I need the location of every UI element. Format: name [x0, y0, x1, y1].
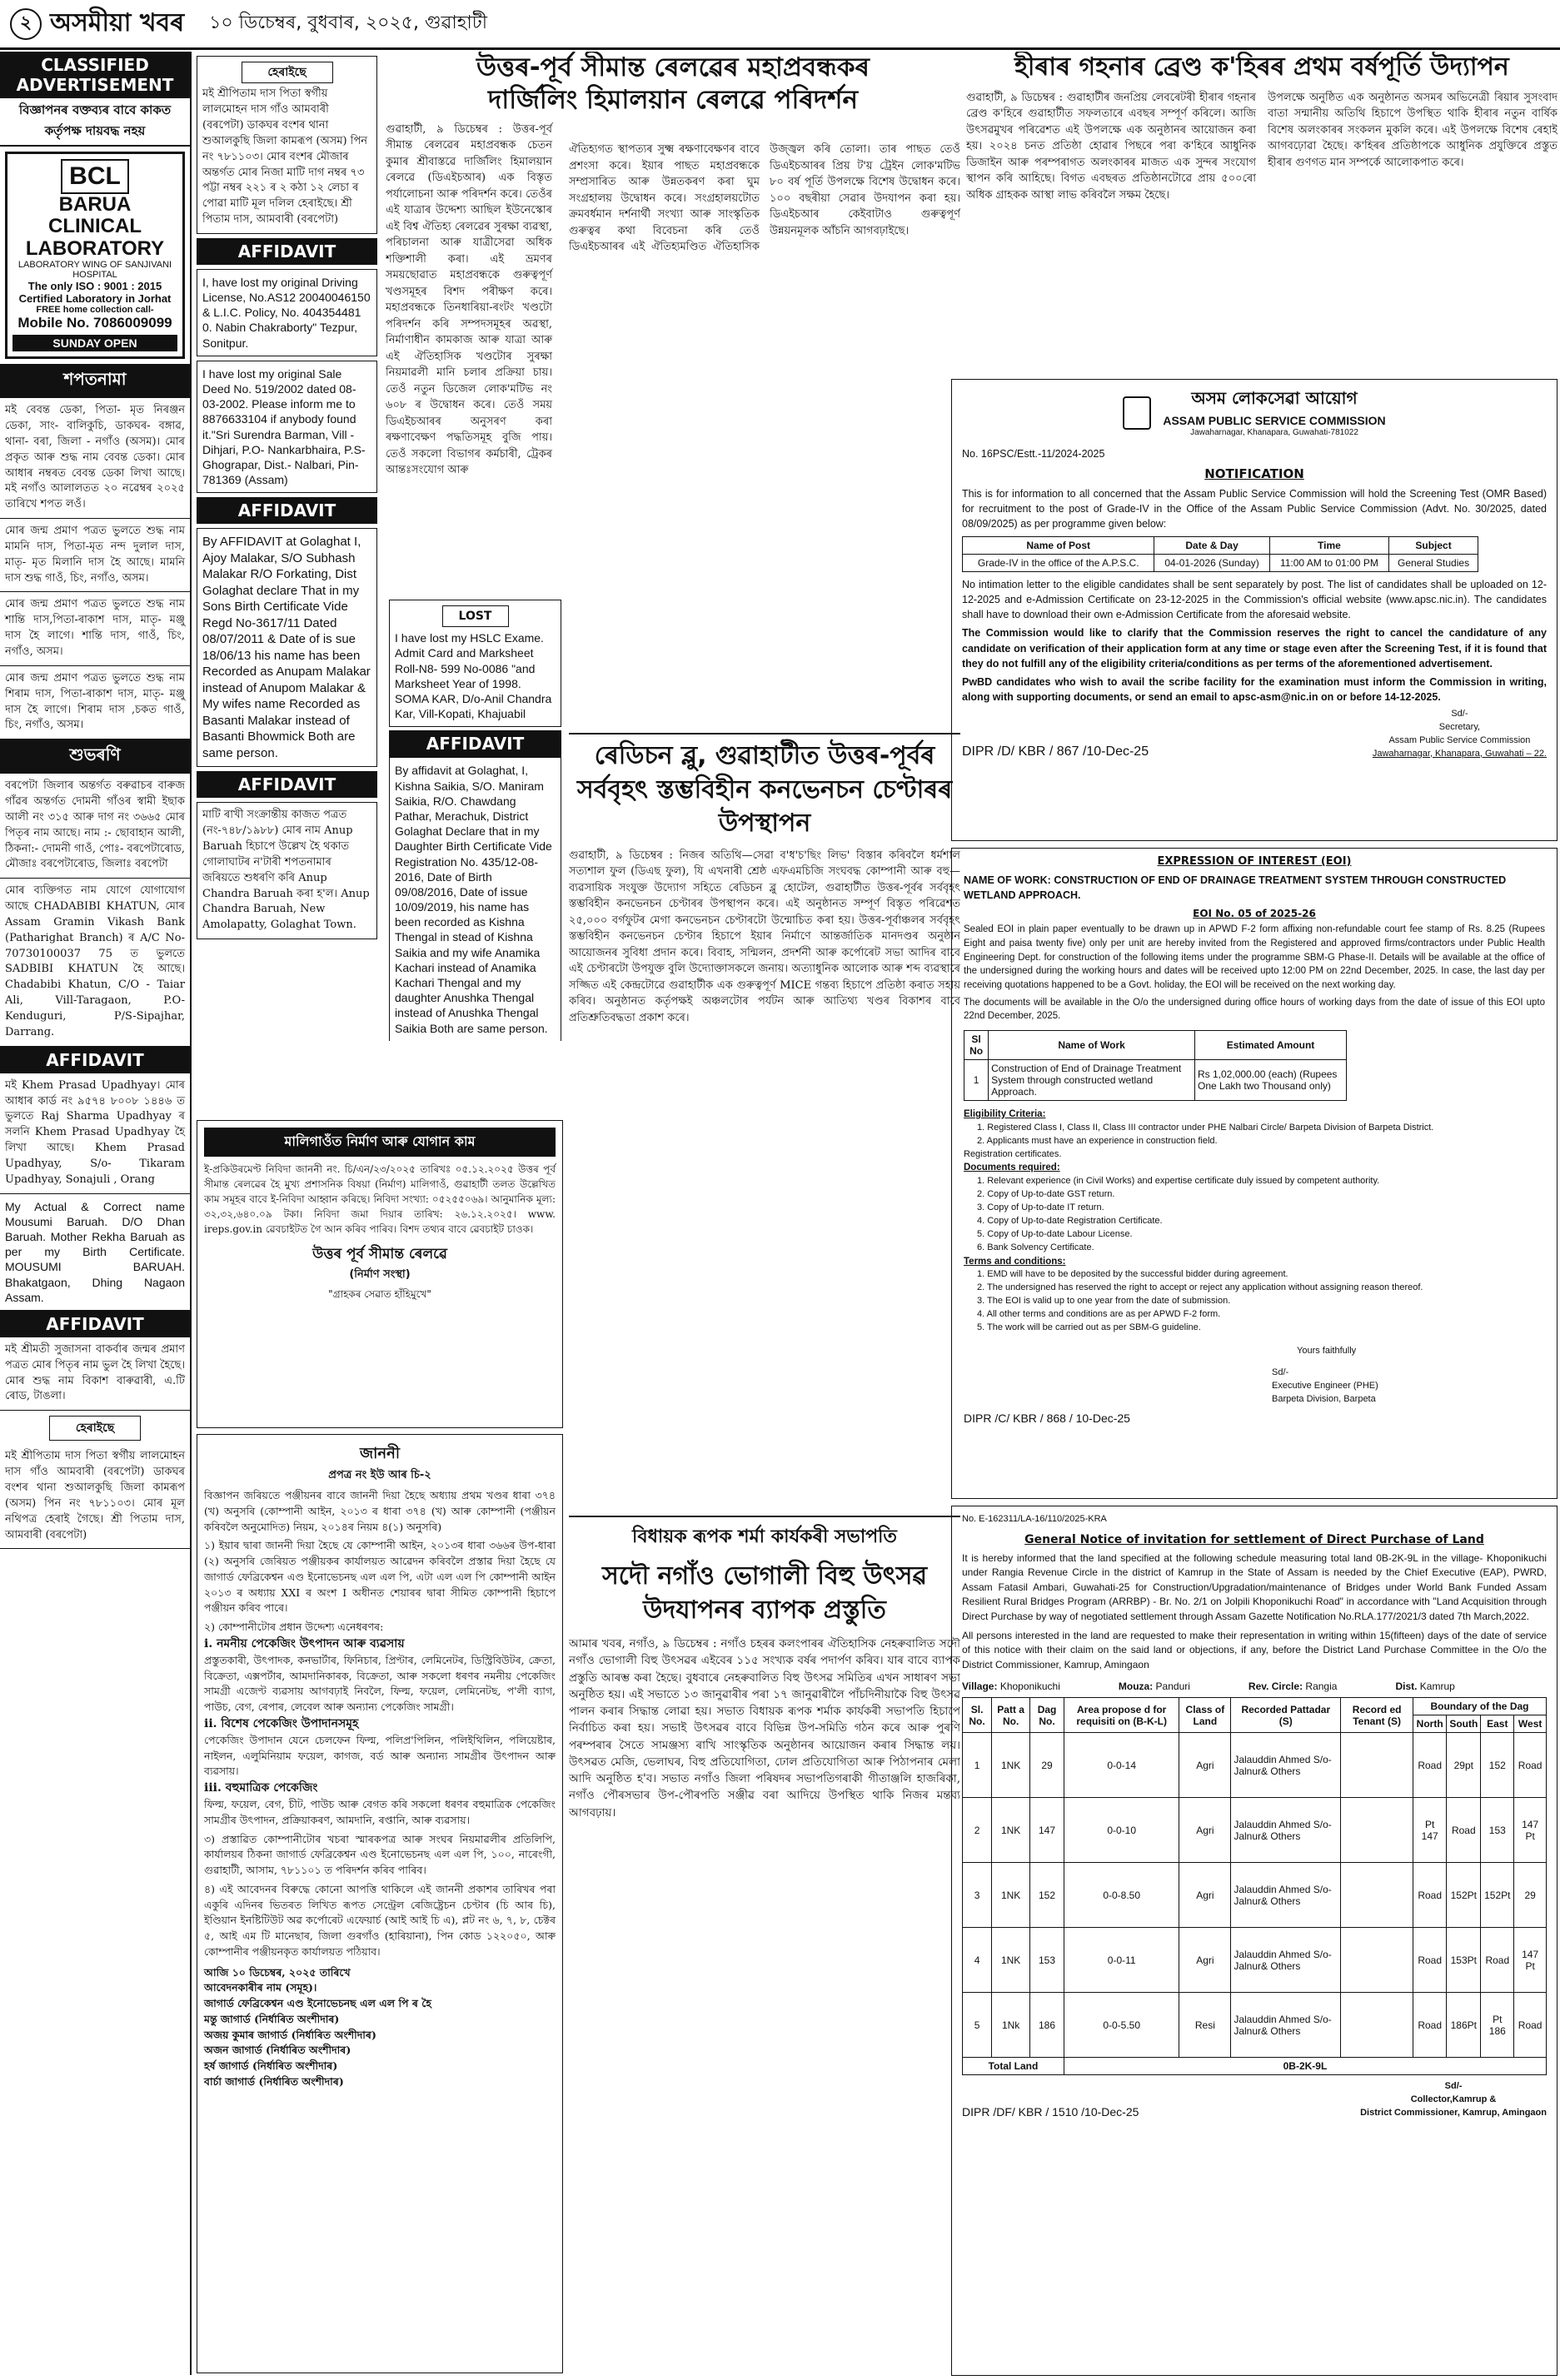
dateline: ১০ ডিচেম্বৰ, বুধবাৰ, ২০২৫, গুৱাহাটী	[209, 12, 487, 33]
sapath-title: শপতনামা	[0, 364, 190, 398]
table-cell: 29	[1030, 1733, 1064, 1798]
eoi-notice	[951, 848, 1558, 1499]
table-cell: 147 Pt	[1514, 1928, 1547, 1993]
eoi-doc: 4. Copy of Up-to-date Registration Certificate.	[977, 1215, 1163, 1226]
lost-text: I have lost my HSLC Exame. Admit Card and Marksheet Roll-N8- 599 No-0086 "and Marksheet Year of 1998. SOMA KAR, D/o-Anil Chandra Kar, Vill-Kopati, Khajuabil	[395, 631, 552, 721]
railway-org: উত্তৰ পূৰ্ব সীমান্ত ৰেলৱে	[312, 1246, 447, 1262]
apsc-p2: No intimation letter to the eligible candidates shall be sent separately by post. The list of candidates shall be uploaded on 12-12-2025 and e-Admission Certificate on 23-12-2025 in the Commission's official website (www.apsc.nic.in). The candidates shall have to download their own e-Admission Certificate from the aforesaid website.	[962, 579, 1547, 621]
janani-p1: ১) ইয়াৰ দ্বাৰা জাননী দিয়া হৈছে যে কোম্পানী আইন, ২০১৩ৰ ধাৰা ৩৬৬ৰ উপ-ধাৰা (২) অনুসৰি জেৰিয়ত পঞ্জীয়কৰ কাৰ্যালয়ত আৱেদন কৰিবলৈ প্ৰস্তাৱ দিয়া হৈছে যে জাগাৰ্ড ফেব্ৰিকেশ্বন এণ্ড ইনোভেচনছ এল এল পি, এটা এল এল পি কোম্পানী আইন ২০১৩ ৰ অধ্যায় XXI ৰ অংশ I অধীনত শেয়াৰৰ দ্বাৰা সীমিত কোম্পানী হিচাপে পঞ্জীয়ন কৰিব পাৰে।	[204, 1539, 556, 1615]
apsc-notice	[951, 379, 1558, 841]
table-row	[963, 1928, 1547, 1993]
table-cell: 0-0-11	[1064, 1928, 1179, 1993]
hoise-title: হেৰাইছে	[49, 1416, 141, 1441]
table-cell: 152	[1030, 1863, 1064, 1928]
table-cell: 152Pt	[1481, 1863, 1514, 1928]
table-cell: Agri	[1179, 1733, 1231, 1798]
apsc-org-as: অসম লোকসেৱা আয়োগ	[1191, 388, 1358, 408]
apsc-table	[962, 536, 1478, 572]
land-th: Recorded Pattadar (S)	[1231, 1698, 1341, 1733]
apsc-sig-line: Assam Public Service Commission	[1388, 734, 1531, 745]
janani-notice	[197, 1434, 563, 2373]
eoi-sig: Sd/-	[1272, 1367, 1289, 1378]
eoi-p1: Sealed EOI in plain paper eventually to be drawn up in APWD F-2 form affixing non-refundable court fee stamp of Rs. 8.25 (Rupees Eight and paisa twenty five) only per unit are hereby invited from the Registered and approved firms/contractors under Public Health Engineering Dept. for construction of the following items under the programme SBM-G Phase-II. Details will be available at the office of the undersigned during the working hours and dates will be received upto 12:00 PM on 22nd December, 2025. In case, the last day per receiving quotations happened to be a Govt. holiday, the EOI will be received on the next working day.	[964, 924, 1545, 990]
apsc-td: General Studies	[1389, 555, 1478, 572]
land-total: 0B-2K-9L	[1064, 2058, 1546, 2075]
eoi-term: 3. The EOI is valid up to one year from the date of submission.	[977, 1296, 1231, 1307]
eoi-table	[964, 1030, 1347, 1101]
table-cell: 152	[1481, 1733, 1514, 1798]
table-cell: Road	[1514, 1993, 1547, 2058]
eoi-docs-title: Documents required:	[964, 1163, 1060, 1173]
classified-title: CLASSIFIED ADVERTISEMENT	[0, 52, 190, 98]
table-cell: 152Pt	[1447, 1863, 1481, 1928]
classified-column-2	[195, 52, 382, 1259]
affidavit-ad: I, have lost my original Driving License, No.AS12 20040046150 & L.I.C. Policy, No. 404354481 0. Nabin Chakraborty" Tezpur, Sonitpur.	[197, 269, 377, 356]
eoi-term: 4. All other terms and conditions are as per APWD F-2 form.	[977, 1309, 1221, 1320]
table-cell	[1341, 1798, 1413, 1863]
land-village: Khoponikuchi	[999, 1680, 1060, 1693]
land-th: East	[1481, 1715, 1514, 1733]
table-cell: Jalauddin Ahmed S/o-Jalnur& Others	[1231, 1928, 1341, 1993]
land-mouza: Panduri	[1155, 1680, 1190, 1693]
table-cell: Road	[1481, 1928, 1514, 1993]
land-p1: It is hereby informed that the land specified at the following schedule measuring total land 0B-2K-9L in the village- Khoponikuchi under Rangia Revenue Circle in the district of Kamrup in the State of Assam is needed by the Chief Executive (EAP), PWRD, Assam Fatasil Ambari, Guwahati-25 for Construction/Upgradation/maintenance of Bridges under World Bank Funded Assam Resilient Rural Bridges Program (ARRBP) - Br. No. 2/1 on Jolpili Khoponikuchi Road" in accordance with "Land Acquisition through Direct Purchase by way of negotiated settlement through Assam Gazette Notification No.RLA.177/2021/3 dated 7th March,2022.	[962, 1551, 1547, 1622]
eoi-th: Sl No	[964, 1030, 989, 1059]
lost-title: LOST	[442, 605, 509, 627]
table-cell: 147 Pt	[1514, 1798, 1547, 1863]
land-th: Dag No.	[1030, 1698, 1064, 1733]
janani-i2t: পেকেজিং উপাদান যেনে চেলফেন ফিল্ম, পলিপ্ৰ'পিলিন, পলিইথিলিন, পলিয়েষ্টাৰ, নাইলন, এলুমিনিয়াম ফয়েল, কাগজ, বৰ্ড আৰু অন্যান্য সামগ্ৰীৰ উৎপাদন আৰু ব্যৱসায়।	[204, 1733, 556, 1778]
story1-body: ঐতিহ্যগত স্থাপত্যৰ সুক্ষ্ম ৰক্ষণাবেক্ষণৰ বাবে প্ৰশংসা কৰে। ইয়াৰ পাছত মহাপ্ৰবন্ধকে সম্প্ৰসাৰিত আৰু উন্নতকৰণ কৰা ঘুম সংগ্ৰহালয় উদ্বোধন কৰে। সংগ্ৰহালয়টোত ক্ৰমবৰ্ধমান দৰ্শনাৰ্থী সংখ্যা আৰু সাংস্কৃতিক গুৰুত্বৰ কথা বিবেচনা কৰি তেওঁ ডিএইচআৰৰ এই ঐতিহ্যমণ্ডিত ঐতিহাসিক উজ্জ্বল কৰি তোলা। তাৰ পাছত তেওঁ ডিএইচআৰৰ প্ৰিয় ট'য় ট্ৰেইন লোক'মটিভ ৮০ বৰ্ষ পূৰ্তি উপলক্ষে বিশেষ উদ্বোধন কৰে। ১০০ বছৰীয়া সেৱাৰ উদযাপন কৰা হয়। ডিএইচআৰ কেইবাটাও গুৰুত্বপূৰ্ণ উন্নয়নমূলক আঁচনি আগবঢ়াইছে।	[569, 143, 960, 253]
land-sig-line: District Commissioner, Kamrup, Amingaon	[1360, 2107, 1547, 2118]
page-header	[0, 0, 1560, 50]
affidavit-ad: By AFFIDAVIT at Golaghat I, Ajoy Malakar, S/O Subhash Malakar R/O Forkating, Dist Golaghat declare That in my Sons Birth Certificate Vide Regd No-3617/11 Dated 08/07/2011 & Date of is sue 18/06/13 his name has been Recorded as Anupam Malakar instead of Anupom Malakar & My wifes name Recorded as Basanti Malakar instead of Basanti Bhowmick Both are same person.	[197, 528, 377, 767]
table-cell: 2	[963, 1798, 992, 1863]
janani-p3: ৩) প্ৰস্তাৱিত কোম্পানীটোৰ খচৰা স্মাৰকপত্ৰ আৰু সংঘৰ নিয়মাৱলীৰ প্ৰতিলিপি, কাৰ্যালয়ৰ ঠিকনা জাগাৰ্ড ফেব্ৰিকেশ্বন এণ্ড ইনোভেচনছ এল এল পি, ১০০, নাৰেংগী, গুৱাহাটী, আসাম, ৭৮১১০১ ত পৰিদৰ্শন কৰিব পাৰিব।	[204, 1832, 556, 1876]
table-cell: 1NK	[992, 1733, 1030, 1798]
classified-item: মই শ্ৰীমতী সুজাসনা বাকৰ্বাৰ জন্মৰ প্ৰমাণ পত্ৰত মোৰ পিতৃৰ নাম ভুল হৈ লিখা হৈছে। মোৰ শুদ্ধ নাম বিকাশ বাৰুৱাৰী, এ.টি ৰোড, টাঙলা।	[0, 1337, 190, 1411]
affidavit-title: AFFIDAVIT	[0, 1047, 190, 1073]
land-ref: No. E-162311/LA-16/110/2025-KRA	[962, 1514, 1107, 1524]
janani-p2h: ২) কোম্পানীটোৰ প্ৰধান উদ্দেশ্য এনেধৰণৰ:	[204, 1621, 384, 1633]
land-table-body	[963, 1733, 1547, 2058]
apsc-sig	[1373, 708, 1547, 761]
land-sig-line: Collector,Kamrup &	[1410, 2094, 1497, 2104]
story1-headline: দাৰ্জিলিং হিমালয়ান ৰেলৱে পৰিদৰ্শন	[487, 84, 858, 115]
story-radisson	[569, 733, 960, 1516]
bcl-sunday: SUNDAY OPEN	[12, 335, 177, 351]
eoi-yours: Yours faithfully	[1297, 1346, 1357, 1357]
eoi-reg: Registration certificates.	[964, 1148, 1062, 1159]
table-row	[963, 1863, 1547, 1928]
story4-body: উপলক্ষে অনুষ্ঠিত এক অনুষ্ঠানত অসমৰ অভিনেত্ৰী ৰিয়াৰ সুসংবাদ বাতা সন্মানীয় অতিথি হিচাপে উপস্থিত থাকি হীৰাৰ নতুন বাৰ্ষিক বিশেষ অলংকাৰৰ সংকলন মুকলি কৰে। এই উপলক্ষে বিশেষ ৰেহাই আগবঢ়োৱা হৈছে। ক'হিৰৰ প্ৰতিষ্ঠাপকে আধুনিক প্ৰযুক্তিৰে প্ৰস্তুত হীৰাৰ গুণগত মান সম্পৰ্কে আলোকপাত কৰে।	[1268, 91, 1558, 169]
affidavit-ad: By affidavit at Golaghat, I, Kishna Saikia, S/O. Maniram Saikia, R/O. Chawdang Pathar, Merachuk, District Golaghat Declare that in my Daughter Birth Certificate Vide Registration No. 435/12-08-2016, Date of Birth 09/08/2016, Date of issue 10/09/2019, his name has been recorded as Kishna Thengal in stead of Kishna Saikia and my wife Anamika Kachari instead of Anamika Kachari Thengal and my daughter Anushka Thengal instead of Anushka Thengal Saikia Both are same person.	[389, 757, 561, 1041]
story4-headline: হীৰাৰ গহনাৰ ব্ৰেণ্ড ক'হিৰৰ প্ৰথম বৰ্ষপূৰ্তি উদ্যাপন	[1014, 52, 1509, 82]
land-table	[962, 1697, 1547, 2075]
janani-intro: বিজ্ঞাপন জৰিয়তে পঞ্জীয়নৰ বাবে জাননী দিয়া হৈছে অধ্যায় প্ৰথম খণ্ডৰ ধাৰা ৩৭৪ (খ) অনুসৰি (কোম্পানী আইন, ২০১৩ ৰ ধাৰা ৩৭৪ (খ) আৰু কোম্পানী (পঞ্জীয়ন কৰিবলৈ অনুমোদিত) নিয়ম, ২০১৪ৰ নিয়ম ৪(১) অনুসৰি)	[204, 1489, 556, 1533]
table-cell: 0-0-5.50	[1064, 1993, 1179, 2058]
janani-sig: অজয় কুমাৰ জাগাৰ্ড (নিৰ্ধাৰিত অংশীদাৰ)	[204, 2028, 376, 2041]
eoi-th: Estimated Amount	[1195, 1030, 1347, 1059]
eoi-td: 1	[964, 1059, 989, 1100]
affidavit-title: AFFIDAVIT	[197, 771, 377, 798]
eoi-elig: 2. Applicants must have an experience in construction field.	[977, 1135, 1218, 1146]
table-cell: Road	[1413, 1993, 1447, 2058]
eoi-dipr: DIPR /C/ KBR / 868 / 10-Dec-25	[964, 1411, 1130, 1425]
table-cell: 1NK	[992, 1798, 1030, 1863]
eoi-th: Name of Work	[989, 1030, 1195, 1059]
bcl-logo: BCL	[61, 159, 129, 194]
story2-headline: ৰেডিচন ব্লু, গুৱাহাটীত উত্তৰ-পূৰ্বৰ সৰ্ববৃহৎ স্তম্ভবিহীন কনভেনচন চেণ্টাৰৰ উপস্থাপন	[576, 741, 953, 838]
table-cell	[1341, 1733, 1413, 1798]
land-th: Class of Land	[1179, 1698, 1231, 1733]
apsc-th: Time	[1269, 537, 1388, 555]
land-circle-label: Rev. Circle:	[1248, 1680, 1303, 1693]
apsc-th: Subject	[1389, 537, 1478, 555]
table-cell: 147	[1030, 1798, 1064, 1863]
eoi-doc: 5. Copy of Up-to-date Labour License.	[977, 1228, 1133, 1239]
land-title: General Notice of invitation for settlement of Direct Purchase of Land	[1024, 1532, 1484, 1546]
bcl-iso: The only ISO : 9001 : 2015 Certified Laboratory in Jorhat	[18, 280, 172, 306]
railway-org2: (নিৰ্মাণ সংস্থা)	[349, 1268, 411, 1281]
story4-body: গুৱাহাটী, ৯ ডিচেম্বৰ : গুৱাহাটীৰ জনপ্ৰিয় লেবৰেটৰী হীৰাৰ গহনাৰ ব্ৰেণ্ড ক'হিৰে গুৱাহাটীত সফলতাৰে এবছৰ সম্পূৰ্ণ কৰিলে। আজি উৎসৱমুখৰ পৰিৱেশত এই উপলক্ষে এক অনুষ্ঠানৰ আয়োজন কৰা হয়। ২০২৪ চনত প্ৰতিষ্ঠা হোৱাৰ পিছৰে পৰা ক'হিৰে আধুনিক ডিজাইন আৰু পৰম্পৰাগত অলংকাৰৰ মাজত এক সুন্দৰ সংযোগ স্থাপন কৰি আহিছে। বিগত এবছৰত প্ৰতিষ্ঠানটোৱে প্ৰায় ৫০০ৰো অধিক গ্ৰাহকক আস্থা লাভ কৰিবলৈ সক্ষম হৈছে।	[966, 91, 1256, 202]
eoi-term: 1. EMD will have to be deposited by the successful bidder during agreement.	[977, 1269, 1288, 1280]
land-mouza-label: Mouza:	[1118, 1680, 1154, 1693]
janani-i2: ii. বিশেষ পেকেজিং উপাদানসমূহ	[204, 1716, 359, 1730]
table-cell: Jalauddin Ahmed S/o-Jalnur& Others	[1231, 1798, 1341, 1863]
table-cell: Agri	[1179, 1798, 1231, 1863]
table-cell: Resi	[1179, 1993, 1231, 2058]
eoi-doc: 2. Copy of Up-to-date GST return.	[977, 1189, 1115, 1200]
land-dist-label: Dist.	[1395, 1680, 1418, 1693]
hoise-title: হেৰাইছে	[242, 62, 333, 83]
apsc-p3: The Commission would like to clarify that the Commission reserves the right to cancel the candidature of any candidate on verification of their application form at any time or stage even after the Screening Test, if it is found that they do not fulfill any of the eligibility criteria/conditions as per terms of the aforementioned advertisement.	[962, 627, 1547, 670]
table-cell: 153	[1481, 1798, 1514, 1863]
table-cell: 29pt	[1447, 1733, 1481, 1798]
apsc-p4: PwBD candidates who wish to avail the scribe facility for the examination must inform the Commission in writing, along with supporting documents, or send an email to apsc-asm@nic.in on or before 14-12-2025.	[962, 675, 1547, 703]
janani-sig: অজন জাগাৰ্ড (নিৰ্ধাৰিত অংশীদাৰ)	[204, 2044, 351, 2057]
story-railway-cont	[569, 142, 960, 758]
table-cell: 0-0-14	[1064, 1733, 1179, 1798]
eoi-doc: 6. Bank Solvency Certificate.	[977, 1242, 1094, 1252]
janani-i1t: প্ৰস্তুতকাৰী, উৎপাদক, কনভাৰ্টাৰ, ফিনিচাৰ, প্ৰিণ্টাৰ, লেমিনেটৰ, ডিস্ট্ৰিবিউটৰ, ক্ৰেতা, বিক্ৰেতা, এক্সপৰ্টাৰ, আমদানিকাৰক, বিক্ৰেতা, আৰু সকলো ধৰণৰ নমনীয় পেকেজিং সামগ্ৰী এজেণ্ট ব্যৱসায় আগবঢ়াই নিবলৈ, ফিল্ম, ফয়েল, লেমিনেটছ, প'লী ব্যাগ, পাউচ, বেগ, ৰেপাৰ, লেবেল আৰু অন্যান্য পেকেজিং সামগ্ৰী।	[204, 1653, 556, 1713]
apsc-p1: This is for information to all concerned that the Assam Public Service Commission will hold the Screening Test (OMR Based) for recruitment to the post of Grade-IV in the Office of the Assam Public Service Commission (Advt. No. 30/2025, dated 08/09/2025) as per programme given below:	[962, 487, 1547, 530]
table-cell	[1341, 1993, 1413, 2058]
land-village-label: Village:	[962, 1680, 998, 1693]
classified-item: মোৰ ব্যক্তিগত নাম যোগে যোগাযোগ আছে CHADABIBI KHATUN, মোৰ Assam Gramin Vikash Bank (Patharighat Branch) ৰ A/C No-70730100037 75 ত ভুলতে SADBIBI KHATUN হৈ আছে। Chadabibi Khatun, C/O - Taiar Ali, Vill-Taragaon, P.O- Kenduguri, P/S-Sipajhar, Darrang.	[0, 879, 190, 1046]
janani-sig: বাৰ্চা জাগাৰ্ড (নিৰ্ধাৰিত অংশীদাৰ)	[204, 2074, 344, 2088]
eoi-td: Rs 1,02,000.00 (each) (Rupees One Lakh two Thousand only)	[1195, 1059, 1347, 1100]
janani-applicants: আবেদনকাৰীৰ নাম (সমূহ)।	[204, 1981, 317, 1994]
story3-body: আমাৰ খবৰ, নগাঁও, ৯ ডিচেম্বৰ : নগাঁও চহৰৰ কলংপাৰৰ ঐতিহাসিক নেহৰুবালিত সদৌ নগাঁও ভোগালী বিহু উৎসৱৰ এইবেৰ ১১৫ সংখ্যক বৰ্ষৰ পদাৰ্পণ কৰিব। যাৰ বাবে ব্যাপক প্ৰস্তুতি আৰম্ভ কৰা হৈছে। বুধবাৰে নেহৰুবালিত বিহু উৎসৱ সমিতিৰ এখন সাধাৰণ সভা অনুষ্ঠিত হয়। এই সভাতে ১৩ জানুৱাৰীৰ পৰা ১৭ জানুৱাৰীলৈ পাঁচদিনীয়াকৈ বিহু উৎসৱ পালন কৰাৰ সিদ্ধান্ত লোৱা হয়। সভাত বিধায়ক ৰূপক শৰ্মাক কাৰ্যকৰী সভাপতি হিচাপে নিৰ্বাচিত কৰা হয়। সভাই উৎসৱৰ বাবে বিভিন্ন উপ-সমিতি গঠন কৰে আৰু পুৰণি পৰম্পৰাৰ সৈতে সামঞ্জস্য ৰাখি সাংস্কৃতিক অনুষ্ঠানৰ আয়োজন কৰাৰ সিদ্ধান্ত লয়। উৎসৱত মেজি, ভেলাঘৰ, বিহু প্ৰতিযোগিতা, ঢোল প্ৰতিযোগিতা আৰু পিঠাপনাৰ মেলা আদি অনুষ্ঠিত হ'ব। সভাত নগাঁও জিলা পৰিষদৰ সভাপতিগৰাকী গীতাঞ্জলি হাজৰিকা, নগাঁও পৌৰসভাৰ উপ-পৌৰপতি সঞ্জীৱ বৰা আদিয়ে উপস্থিত থাকি নিজৰ মন্তব্য আগবঢ়ায়।	[569, 1637, 960, 1820]
eoi-term: 5. The work will be carried out as per SBM-G guideline.	[977, 1322, 1201, 1333]
apsc-th: Date & Day	[1154, 537, 1269, 555]
railway-title: মালিগাওঁত নিৰ্মাণ আৰু যোগান কাম	[204, 1128, 556, 1157]
story-kohir	[966, 52, 1558, 381]
affidavit-title: AFFIDAVIT	[389, 730, 561, 757]
table-cell: 29	[1514, 1863, 1547, 1928]
apsc-sig-line: Sd/-	[1451, 709, 1468, 719]
land-th: North	[1413, 1715, 1447, 1733]
railway-motto: "গ্ৰাহকৰ সেৱাত হাঁহিমুখে"	[328, 1288, 431, 1300]
classified-item: মই শ্ৰীপিতাম দাস পিতা স্বৰ্গীয় লালমোহন দাস গাঁও আমবাৰী (বৰপেটা) ডাকঘৰ বংশৰ থানা শুআলকুছি জিলা কামৰূপ (অসম) পিন নং ৭৮১১০৩। মোৰ মূল নথিপত্ৰ হেৰাই গৈছে। শ্ৰী পিতাম দাস, আমবাৰী (বৰপেটা)	[0, 1444, 190, 1549]
classified-item: মোৰ জন্ম প্ৰমাণ পত্ৰত ভুলতে শুদ্ধ নাম শান্তি দাস,পিতা-ৰাকাশ দাস, মাতৃ- মঞ্জু দাস হৈ লাগে। শান্তি দাস, গাওঁ, চিং, নগাঁও, অসম।	[0, 592, 190, 665]
land-circle: Rangia	[1305, 1680, 1338, 1693]
affidavit-ad: I have lost my original Sale Deed No. 519/2002 dated 08-03-2002. Please inform me to 8876633104 if anybody found it."Sri Surendra Barman, Vill - Dihjari, P.O- Nankarbhaira, P.S-Ghograpar, Dist.- Nalbari, Pin-781369 (Assam)	[197, 361, 377, 494]
table-cell: 153Pt	[1447, 1928, 1481, 1993]
masthead: অসমীয়া খবৰ	[50, 8, 185, 37]
apsc-td: 11:00 AM to 01:00 PM	[1269, 555, 1388, 572]
classified-item: মই Khem Prasad Upadhyay। মোৰ আধাৰ কাৰ্ড নং ৯৫৭৪ ৮০০৮ ১৪৪৬ ত ভুলতে Raj Sharma Upadhyay ৰ সলনি Khem Prasad Upadhyay হৈ লিখা আছে। Khem Prasad Upadhyay, S/o- Tikaram Upadhyay, Sonajuli , Orang	[0, 1073, 190, 1194]
table-cell: 186	[1030, 1993, 1064, 2058]
janani-date: আজি ১০ ডিচেম্বৰ, ২০২৫ তাৰিখে	[204, 1965, 351, 1979]
apsc-sig-line: Jawaharnagar, Khanapara, Guwahati – 22.	[1372, 748, 1547, 759]
story3-kicker: বিধায়ক ৰূপক শৰ্মা কাৰ্যকৰী সভাপতি	[632, 1526, 897, 1547]
classified-item: মোৰ জন্ম প্ৰমাণ পত্ৰত ভুলতে শুদ্ধ নাম শিৰাম দাস, পিতা-ৰাকাশ দাস, মাতৃ- মঞ্জু দাস হৈ লাগে। শিৰাম দাস ,চকত গাওঁ, চিং, নগাঁও, অসম।	[0, 666, 190, 739]
table-cell: 1NK	[992, 1863, 1030, 1928]
table-cell: 4	[963, 1928, 992, 1993]
janani-i1: i. নমনীয় পেকেজিং উৎপাদন আৰু ব্যৱসায়	[204, 1636, 405, 1651]
apsc-td: 04-01-2026 (Sunday)	[1154, 555, 1269, 572]
table-cell: Road	[1447, 1798, 1481, 1863]
table-cell: 5	[963, 1993, 992, 2058]
janani-sig: হৰ্ষ জাগাৰ্ড (নিৰ্ধাৰিত অংশীদাৰ)	[204, 2059, 338, 2072]
table-cell: 153	[1030, 1928, 1064, 1993]
apsc-org-en: ASSAM PUBLIC SERVICE COMMISSION	[1163, 414, 1386, 427]
table-cell: Road	[1413, 1733, 1447, 1798]
table-cell: 3	[963, 1863, 992, 1928]
table-cell: Pt 147	[1413, 1798, 1447, 1863]
table-cell: Agri	[1179, 1863, 1231, 1928]
eoi-term: 2. The undersigned has reserved the right to accept or reject any application without assigning reason thereof.	[977, 1282, 1423, 1293]
janani-sig: মন্তু জাগাৰ্ড (নিৰ্ধাৰিত অংশীদাৰ)	[204, 2012, 340, 2025]
land-sig	[1360, 2080, 1547, 2120]
land-th: Record ed Tenant (S)	[1341, 1698, 1413, 1733]
eoi-terms-title: Terms and conditions:	[964, 1256, 1066, 1267]
affidavit-title: AFFIDAVIT	[197, 238, 377, 265]
janani-title: জাননী	[360, 1445, 400, 1462]
table-cell: Jalauddin Ahmed S/o-Jalnur& Others	[1231, 1863, 1341, 1928]
land-th: Patt a No.	[992, 1698, 1030, 1733]
land-dipr: DIPR /DF/ KBR / 1510 /10-Dec-25	[962, 2104, 1139, 2119]
land-location	[962, 1680, 1547, 1692]
railway-text: ই-প্ৰকিউৰমেণ্ট নিবিদা জাননী নং. চি/এন/২৩/২০২৫ তাৰিখঃ ০৫.১২.২০২৫ উত্তৰ পূৰ্ব সীমান্ত ৰেলৱেৰ হৈ মুখ্য প্ৰশাসনিক বিষয়া (নিৰ্মাণ) মালিগাওঁ, গুৱাহাটী তলত উল্লেখিত কাম সমূহৰ বাবে ই-নিবিদা আহ্বান কৰিছে। নিবিদা সংখ্যা: ০৫২৫৫০৬৯। আনুমানিক মূল্য: ৩২,৩২,৬৪০.০৯ টকা। নিবিদা জমা দিয়াৰ তাৰিখ: ২৬.১২.২০২৫। www. ireps.gov.in ৱেবচাইটত গৈ আন কৰিব পাৰিব। বিশদ তথ্যৰ বাবে ৱেবচাইট চাওক।	[204, 1163, 556, 1235]
affidavit-title: AFFIDAVIT	[0, 1311, 190, 1337]
janani-sig: জাগাৰ্ড ফেব্ৰিকেশ্বন এণ্ড ইনোভেচনছ এল এল পি ৰ হৈ	[204, 1997, 431, 2009]
table-row	[963, 1733, 1547, 1798]
bcl-mobile: Mobile No. 7086009099	[17, 315, 172, 331]
eoi-sig: Executive Engineer (PHE)	[1272, 1380, 1378, 1391]
janani-p4: ৪) এই আবেদনৰ বিৰুদ্ধে কোনো আপত্তি থাকিলে এই জাননী প্ৰকাশৰ তাৰিখৰ পৰা একুৰি এদিনৰ ভিতৰত লিখিত ৰূপত সেন্ট্ৰেল ৰেজিষ্ট্ৰেচন চেণ্টাৰ (চি আৰ চি), ইণ্ডিয়ান ইনষ্টিটিউট অৱ কৰ্পোৰেট এফেয়াৰ্চ (আই আই চি এ), প্লট নং ৬, ৭, ৮, চেক্টৰ ৫, আই এম টি মানেছাৰ, জিলা গুৰগাঁও (হাৰিয়ানা), পিন কোড ১২২০৫০, আৰু কোম্পানীৰ পঞ্জীয়নকৃত কাৰ্যালয়ত পঠিয়াব।	[204, 1882, 556, 1958]
table-cell: Agri	[1179, 1928, 1231, 1993]
classified-column	[0, 52, 192, 2375]
table-cell: 1	[963, 1733, 992, 1798]
page-number: ২	[10, 8, 42, 40]
affidavit-title: AFFIDAVIT	[197, 497, 377, 524]
land-th: West	[1514, 1715, 1547, 1733]
story1-headline: উত্তৰ-পূৰ্ব সীমান্ত ৰেলৱেৰ মহাপ্ৰবন্ধকৰ	[476, 52, 870, 82]
table-cell: Road	[1413, 1863, 1447, 1928]
story3-headline: সদৌ নগাঁও ভোগালী বিহু উৎসৱ উদযাপনৰ ব্যাপক প্ৰস্তুতি	[601, 1561, 928, 1625]
classified-column-3	[386, 600, 565, 1041]
eoi-td: Construction of End of Drainage Treatment System through constructed wetland Approach.	[989, 1059, 1195, 1100]
table-row	[963, 1798, 1547, 1863]
bcl-wing: LABORATORY WING OF SANJIVANI HOSPITAL	[17, 260, 172, 281]
bcl-ad	[5, 152, 185, 359]
story-bihu	[569, 1516, 960, 2373]
land-th: Boundary of the Dag	[1413, 1698, 1547, 1715]
table-cell: 1NK	[992, 1928, 1030, 1993]
eoi-p2: The documents will be available in the O/o the undersigned during office hours of working days from the date of issue of this EOI upto 22nd December, 2025.	[964, 997, 1545, 1022]
table-cell: 0-0-10	[1064, 1798, 1179, 1863]
table-cell: Jalauddin Ahmed S/o-Jalnur& Others	[1231, 1733, 1341, 1798]
janani-i3: iii. বহুমাত্ৰিক পেকেজিং	[204, 1781, 318, 1795]
land-notice	[951, 1506, 1558, 2376]
eoi-doc: 1. Relevant experience (in Civil Works) and expertise certificate duly issued by competent authority.	[977, 1176, 1380, 1187]
railway-notice	[197, 1120, 563, 1428]
classified-disclaimer: বিজ্ঞাপনৰ বক্তব্যৰ বাবে কাকত কৰ্তৃপক্ষ দায়বদ্ধ নহয়	[0, 98, 190, 147]
table-row	[963, 1993, 1547, 2058]
apsc-td: Grade-IV in the office of the A.P.S.C.	[963, 555, 1154, 572]
apsc-sig-line: Secretary,	[1438, 721, 1481, 732]
apsc-th: Name of Post	[963, 537, 1154, 555]
shubhoroni-title: শুভৰণি	[0, 739, 190, 774]
eoi-doc: 3. Copy of Up-to-date IT return.	[977, 1202, 1104, 1212]
hoise-ad	[197, 56, 377, 234]
table-cell: Jalauddin Ahmed S/o-Jalnur& Others	[1231, 1993, 1341, 2058]
eoi-title: EXPRESSION OF INTEREST (EOI)	[1157, 855, 1352, 868]
table-cell: 0-0-8.50	[1064, 1863, 1179, 1928]
land-th: South	[1447, 1715, 1481, 1733]
classified-item: বৰপেটা জিলাৰ অন্তৰ্গত বৰুৱাচৰ বাৰুজ গাঁৱৰ অন্তৰ্গত দোমনী গাঁওৰ স্বামী ইছাক আলী নং ৩১৫ আৰু দাগ নং ৩৬৬৫ মোৰ পিতৃৰ নাম আছে। নাম :- ছোবাহান আলী, ঠিকনা:- দোমনী গাওঁ, পোঃ- বৰপেটাৰোড, মৌজাঃ বৰপেটাৰোড, জিলাঃ বৰপেটা	[0, 774, 190, 879]
land-p2: All persons interested in the land are requested to make their representation in writing within 15(fifteen) days of the date of service of this notice with their claim on the said land or objections, if any, before the District Land Purchase Committee in the O/o the District Commissioner, Kamrup, Amingaon	[962, 1629, 1547, 1670]
table-cell: 1Nk	[992, 1993, 1030, 2058]
eoi-elig: 1. Registered Class I, Class II, Class III contractor under PHE Nalbari Circle/ Barpeta Division of Barpeta District.	[977, 1122, 1434, 1133]
affidavit-ad: মাটি ৰাখী সংক্ৰান্তীয় কাজত পত্ৰত (নং-৭৪৮/১৯৮৮) মোৰ নাম Anup Baruah হিচাপে উল্লেখ হৈ থকাত গোলাঘাটৰ ন'টাৰী শপতনামাৰ জৰিয়তে শুধৰণি কৰি Anup Chandra Baruah কৰা হ'ল। Anup Chandra Baruah, New Amolapatty, Golaghat Town.	[197, 802, 377, 939]
eoi-sig: Barpeta Division, Barpeta	[1272, 1393, 1376, 1404]
land-total-label: Total Land	[963, 2058, 1064, 2075]
eoi-elig-title: Eligibility Criteria:	[964, 1108, 1046, 1119]
apsc-ref: No. 16PSC/Estt.-11/2024-2025	[962, 447, 1105, 460]
table-cell: Road	[1514, 1733, 1547, 1798]
land-dist: Kamrup	[1419, 1680, 1455, 1693]
classified-item: My Actual & Correct name Mousumi Baruah. D/O Dhan Baruah. Mother Rekha Baruah as per my Birth Certificate. MOUSUMI BARUAH. Bhakatgaon, Dhing Nagaon Assam.	[0, 1194, 190, 1311]
land-sig-line: Sd/-	[1444, 2081, 1463, 2092]
table-cell: Road	[1413, 1928, 1447, 1993]
bcl-free: FREE home collection call-	[36, 305, 154, 316]
lost-ad	[389, 600, 561, 727]
emblem-icon	[1123, 396, 1151, 430]
table-cell	[1341, 1928, 1413, 1993]
janani-subtitle: প্ৰপত্ৰ নং ইউ আৰ চি-২	[328, 1469, 431, 1481]
table-cell	[1341, 1863, 1413, 1928]
table-cell: 186Pt	[1447, 1993, 1481, 2058]
bcl-name: BARUA CLINICAL LABORATORY	[25, 193, 165, 260]
land-th: Sl. No.	[963, 1698, 992, 1733]
eoi-no: EOI No. 05 of 2025-26	[1193, 908, 1316, 920]
eoi-work: NAME OF WORK: CONSTRUCTION OF END OF DRAINAGE TREATMENT SYSTEM THROUGH CONSTRUCTED WETLAND APPROACH.	[964, 874, 1507, 902]
apsc-title: NOTIFICATION	[1204, 466, 1304, 481]
classified-item: মই বেবন্ত ডেকা, পিতা- মৃত নিৰঞ্জন ডেকা, সাং- বালিকুচি, ডাকঘৰ- বঙ্গাৱ, থানা- বৰা, জিলা - নগাঁও (অসম)। মোৰ প্ৰকৃত আৰু শুদ্ধ নাম বেবন্ত ডেকা। মোৰ আধাৰ নম্বৰত বেবন্ত ডেকা লিখা আছে। মই নগাঁও আলালতত ২০ নৱেম্বৰ ২০২৫ তাৰিখে শপত লওঁ।	[0, 398, 190, 519]
table-cell: Pt 186	[1481, 1993, 1514, 2058]
apsc-addr: Jawaharnagar, Khanapara, Guwahati-781022	[1190, 428, 1358, 437]
janani-i3t: ফিল্ম, ফয়েল, বেগ, চীট, পাউচ আৰু বেগত কৰি সকলো ধৰণৰ বহুমাত্ৰিক পেকেজিং সামগ্ৰীৰ উৎপাদন, প্ৰক্ৰিয়াকৰণ, আমদানি, ৰপ্তানি, আৰু ব্যৱসায়।	[204, 1798, 556, 1826]
story2-body: গুৱাহাটী, ৯ ডিচেম্বৰ : নিজৰ অতিথি—সেৱা ব'ধ'চ'ছিং লিভ' বিস্তাৰ কৰিবলৈ ধৰ্মশাল সত্যশাল ফুল (ডিএছ ফুল), যি এখনাৰী শ্ৰেষ্ঠ এফএমচিজি সংঘবদ্ধ কোম্পানী আৰু বহু—ব্যৱসায়িক সংযুক্ত উদ্যোগ সহিতে ৰেডিচন ব্লু হোটেল, গুৱাহাটীত উত্তৰ-পূৰ্বৰ সৰ্ববৃহৎ স্তম্ভবিহীন কনভেনচন চেণ্টাৰৰ উপস্থাপন কৰে। এই অনুষ্ঠানত সম্পূৰ্ণ বিস্তৃত পৰিৱেশত ২৫,০০০ বৰ্গফুটৰ মেগা কনভেনচন চেণ্টাৰটো উন্মোচিত কৰা হয়। উত্তৰ-পূৰ্বাঞ্চলৰ সৰ্ববৃহৎ স্তম্ভবিহীন কনভেনচন চেণ্টাৰ হিচাপে ইয়াৰ নিৰ্মাণে আন্তৰ্জাতিক মানদণ্ডৰ অনুষ্ঠান আয়োজনৰ সুবিধা প্ৰদান কৰে। বিবাহ, সন্মিলন, প্ৰদৰ্শনী আৰু কৰ্পোৰেট সভা আদিৰ বাবে এই চেণ্টাৰটো উপযুক্ত বুলি উদ্যোক্তাসকলে জনায়। অত্যাধুনিক আলোক আৰু শব্দ ব্যৱস্থাৰে সজ্জিত এই কেন্দ্ৰটোৱে গুৱাহাটীক এক গুৰুত্বপূৰ্ণ MICE গন্তব্য হিচাপে প্ৰতিষ্ঠা কৰাত সহায় কৰিব। অনুষ্ঠানত কৰ্তৃপক্ষই অঞ্চলটোৰ পৰ্যটন আৰু আতিথ্য খণ্ডৰ বিকাশৰ বাবে প্ৰতিশ্ৰুতিবদ্ধতা প্ৰকাশ কৰে।	[569, 849, 960, 1024]
land-th: Area propose d for requisiti on (B-K-L)	[1064, 1698, 1179, 1733]
classified-item: মোৰ জন্ম প্ৰমাণ পত্ৰত ভুলতে শুদ্ধ নাম মামনি দাস, পিতা-মৃত নন্দ দুলাল দাস, মাতৃ- মৃত মিলানি দাস হৈ আছে। মামনি দাস শুদ্ধ গাওঁ, চিং, নগাঁও, অসম।	[0, 519, 190, 592]
hoise-text: মই শ্ৰীপিতাম দাস পিতা স্বৰ্গীয় লালমোহন দাস গাঁও আমবাৰী (বৰপেটা) ডাকঘৰ বংশৰ থানা শুআলকুছি জিলা কামৰূপ (অসম) পিন নং ৭৮১১০৩। মোৰ বংশৰ মৌজাৰ অন্তৰ্গত মোৰ নিজা মাটি দাগ নম্বৰ ৭৩ পট্টা নম্বৰ ২২১ ৰ ২ কঠা ১২ লেচা ৰ পোৱা মাটি মূল দলিল হেৰাইছে। শ্ৰী পিতাম দাস, আমবাৰী (বৰপেটা)	[202, 87, 368, 227]
apsc-dipr: DIPR /D/ KBR / 867 /10-Dec-25	[962, 744, 1149, 759]
story1-body: গুৱাহাটী, ৯ ডিচেম্বৰ : উত্তৰ-পূৰ্ব সীমান্ত ৰেলৱেৰ মহাপ্ৰবন্ধক চেতন কুমাৰ শ্ৰীবাস্তৱে দাৰ্জিলিং হিমালয়ান ৰেলৱে (ডিএইচআৰ) এক বিস্তৃত পৰ্যালোচনা আৰু পৰিদৰ্শন কৰে। তেওঁৰ এই যাত্ৰাৰ উদ্দেশ্য আছিল ইউনেস্কোৰ এই বিশ্ব ঐতিহ্য ৰেলৱেৰ সুৰক্ষা ব্যৱস্থা, পৰিচালনা আৰু যাত্ৰীসেৱা অধিক শক্তিশালী কৰা। এই ভ্ৰমণৰ সময়ছোৱাত মহাপ্ৰবন্ধকে গুৰুত্বপূৰ্ণ খণ্ডসমূহৰ বিশদ পৰীক্ষণ কৰে। মহাপ্ৰবন্ধকে তিনধাৰিয়া-ৰংটং খণ্ডটো পৰিদৰ্শন কৰি সম্পদসমূহৰ অৱস্থা, নিৰ্মাণাধীন কামকাজ আৰু যাত্ৰা আৰু এই ঐতিহাসিক খণ্ডটোৰ সুৰক্ষা নিয়মাৱলী মানি চলাৰ প্ৰক্ৰিয়া চায়। তেওঁ নতুন ডিজেল লোক'মটিভ নং ৬০৮ ৰ উদ্বোধন কৰে। তেওঁ সময় ডিএইচআৰৰ অনুসৰণ কৰা ৰক্ষণাবেক্ষণ পদ্ধতিসমূহ বুজি পায়। তেওঁ সকলো বিভাগৰ কৰ্মচাৰী, ট্ৰেকৰ আন্তঃসংযোগ আৰু	[386, 122, 552, 476]
